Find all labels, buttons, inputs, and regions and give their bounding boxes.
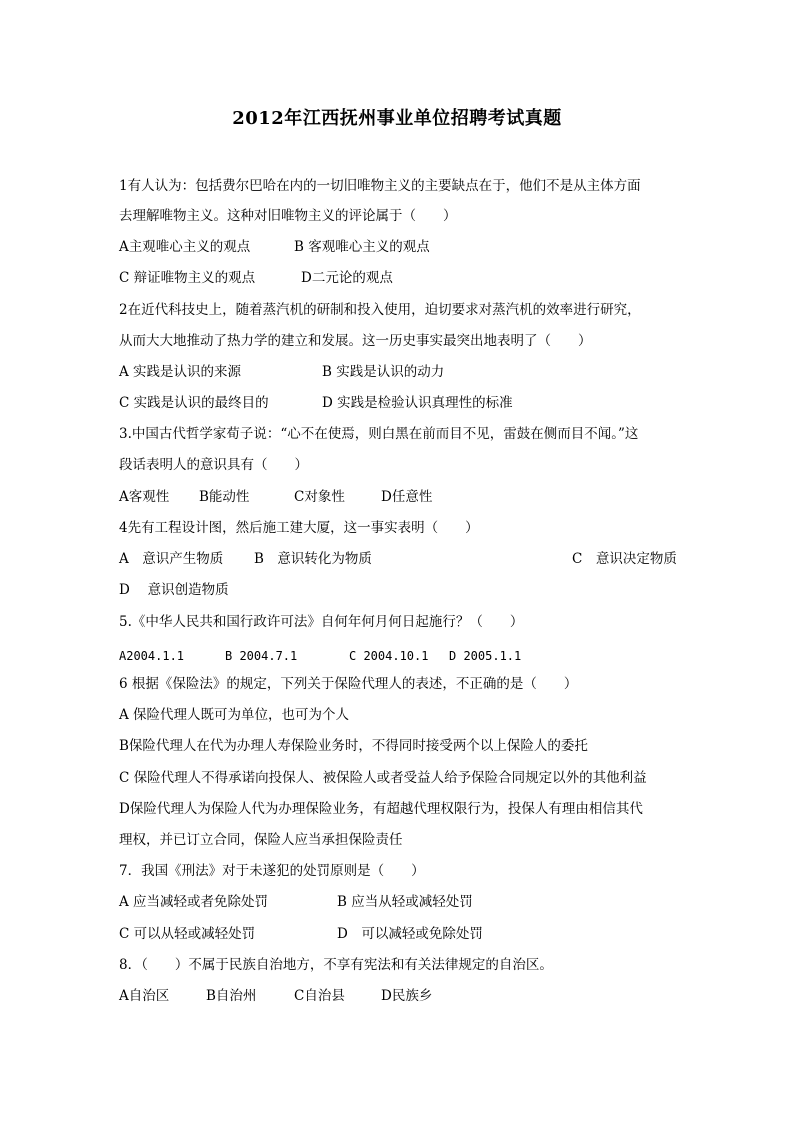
q5-text-line1: 5.《中华人民共和国行政许可法》自何年何月何日起施行？（ ） — [119, 614, 524, 630]
q1-option-a: A主观唯心主义的观点 — [119, 239, 251, 255]
q2-option-a: A 实践是认识的来源 — [119, 364, 242, 380]
q5-option-a: A2004.1.1 — [119, 649, 185, 663]
q7-option-d: D 可以减轻或免除处罚 — [337, 926, 483, 942]
q3-text-line1: 3.中国古代哲学家荀子说：“心不在使焉，则白黑在前而目不见，雷鼓在侧而目不闻。”这 — [119, 426, 639, 442]
q1-text-line2: 去理解唯物主义。这种对旧唯物主义的评论属于（ ） — [119, 208, 457, 224]
q3-option-a: A客观性 — [119, 489, 170, 505]
q1-text-line1: 1有人认为：包括费尔巴哈在内的一切旧唯物主义的主要缺点在于，他们不是从主体方面 — [119, 178, 641, 194]
q1-option-c: C 辩证唯物主义的观点 — [119, 270, 256, 286]
q6-option-d-line1: D保险代理人为保险人代为办理保险业务，有超越代理权限行为，投保人有理由相信其代 — [119, 801, 643, 817]
q3-option-b: B能动性 — [199, 489, 250, 505]
q2-text-line1: 2在近代科技史上，随着蒸汽机的研制和投入使用，迫切要求对蒸汽机的效率进行研究， — [119, 302, 641, 318]
q3-text-line2: 段话表明人的意识具有（ ） — [119, 457, 308, 473]
q6-option-d-line2: 理权，并已订立合同，保险人应当承担保险责任 — [119, 832, 403, 848]
q8-option-a: A自治区 — [119, 988, 170, 1004]
q2-option-c: C 实践是认识的最终目的 — [119, 395, 269, 411]
q6-option-b: B保险代理人在代为办理人寿保险业务时，不得同时接受两个以上保险人的委托 — [119, 738, 588, 754]
q4-option-a: A 意识产生物质 — [119, 551, 224, 567]
q7-option-c: C 可以从轻或减轻处罚 — [119, 926, 256, 942]
q4-text-line1: 4先有工程设计图，然后施工建大厦，这一事实表明（ ） — [119, 520, 479, 536]
q3-option-c: C对象性 — [294, 489, 345, 505]
q8-text-line1: 8．（ ）不属于民族自治地方，不享有宪法和有关法律规定的自治区。 — [119, 957, 553, 973]
q2-option-b: B 实践是认识的动力 — [322, 364, 445, 380]
q7-option-a: A 应当减轻或者免除处罚 — [119, 894, 269, 910]
q2-text-line2: 从而大大地推动了热力学的建立和发展。这一历史事实最突出地表明了（ ） — [119, 333, 592, 349]
page-title: 2012年江西抚州事业单位招聘考试真题 — [232, 108, 562, 129]
q1-option-d: D二元论的观点 — [301, 270, 393, 286]
q2-option-d: D 实践是检验认识真理性的标准 — [322, 395, 513, 411]
q5-option-b: B 2004.7.1 — [225, 649, 298, 663]
q6-text-line1: 6 根据《保险法》的规定，下列关于保险代理人的表述，不正确的是（ ） — [119, 676, 578, 692]
q8-option-d: D民族乡 — [381, 988, 433, 1004]
q8-option-c: C自治县 — [294, 988, 345, 1004]
q1-option-b: B 客观唯心主义的观点 — [294, 239, 430, 255]
q4-option-b: B 意识转化为物质 — [254, 551, 372, 567]
q6-option-a: A 保险代理人既可为单位，也可为个人 — [119, 707, 350, 723]
q4-option-c: C 意识决定物质 — [572, 551, 677, 567]
q7-option-b: B 应当从轻或减轻处罚 — [337, 894, 473, 910]
q3-option-d: D任意性 — [381, 489, 433, 505]
q5-option-d: D 2005.1.1 — [449, 649, 522, 663]
q4-option-d: D 意识创造物质 — [119, 582, 229, 598]
q8-option-b: B自治州 — [206, 988, 257, 1004]
q5-option-c: C 2004.10.1 — [349, 649, 429, 663]
q6-option-c: C 保险代理人不得承诺向投保人、被保险人或者受益人给予保险合同规定以外的其他利益 — [119, 770, 647, 786]
q7-text-line1: 7．我国《刑法》对于未遂犯的处罚原则是（ ） — [119, 863, 425, 879]
